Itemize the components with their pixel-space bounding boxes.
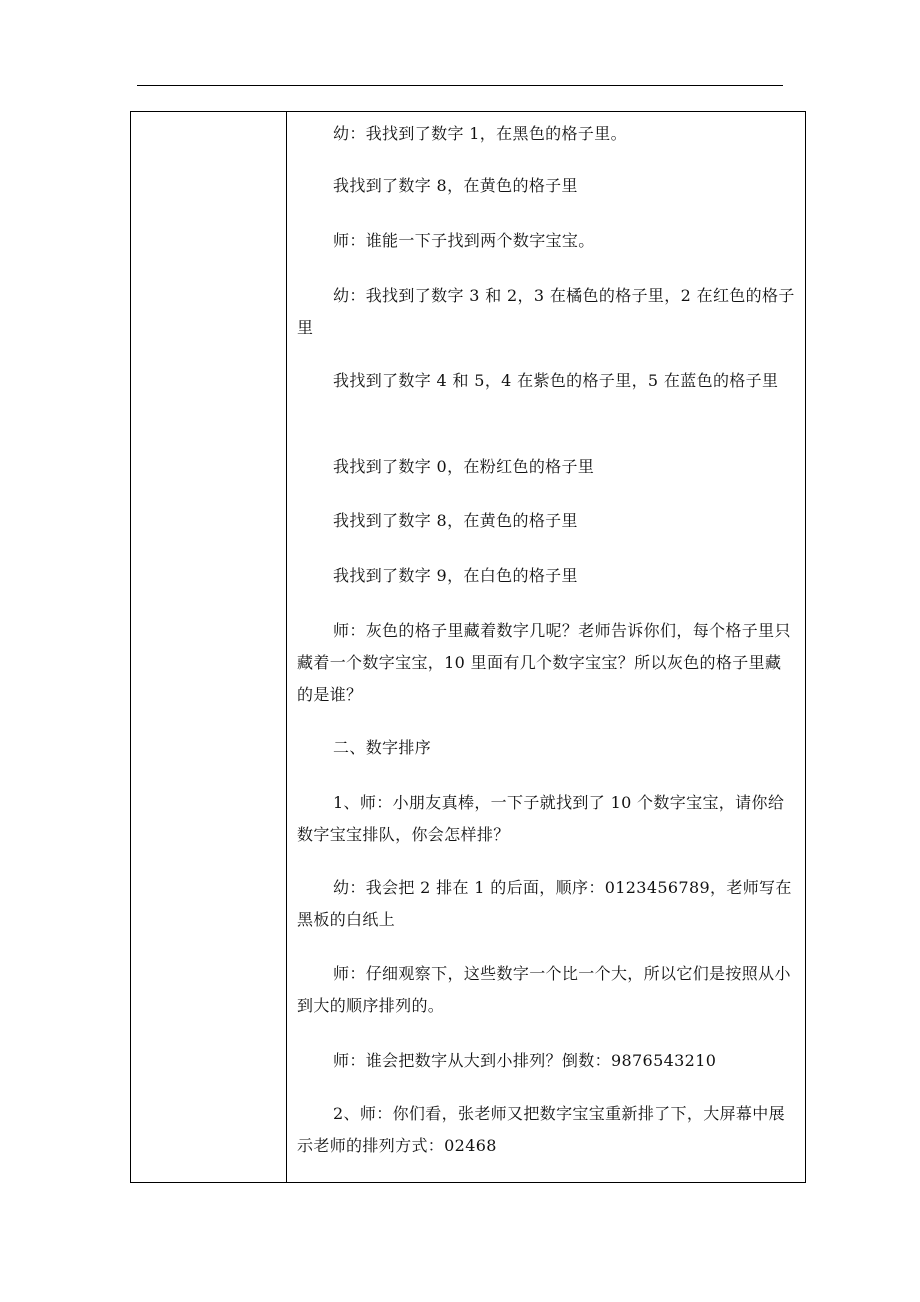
paragraph: 师：谁能一下子找到两个数字宝宝。: [333, 231, 595, 250]
paragraph: 师：谁会把数字从大到小排列？倒数：9876543210: [333, 1051, 717, 1070]
paragraph: 2、师：你们看，张老师又把数字宝宝重新排了下，大屏幕中展示老师的排列方式：02468: [297, 1104, 785, 1155]
paragraph: 幼：我找到了数字 3 和 2，3 在橘色的格子里，2 在红色的格子里: [297, 286, 795, 337]
section-heading: 二、数字排序: [333, 738, 432, 757]
table-left-cell: [131, 112, 287, 1182]
paragraph: 幼：我会把 2 排在 1 的后面，顺序：0123456789，老师写在黑板的白纸上: [297, 878, 792, 929]
paragraph: 我找到了数字 0，在粉红色的格子里: [333, 457, 595, 476]
header-rule: [137, 85, 783, 86]
paragraph: 幼：我找到了数字 1，在黑色的格子里。: [333, 124, 627, 143]
paragraph: 1、师：小朋友真棒，一下子就找到了 10 个数字宝宝，请你给数字宝宝排队，你会怎样排？: [297, 793, 785, 844]
table-right-cell: [287, 112, 805, 1182]
paragraph: 我找到了数字 4 和 5，4 在紫色的格子里，5 在蓝色的格子里: [333, 371, 779, 390]
paragraph: 师：灰色的格子里藏着数字几呢？老师告诉你们，每个格子里只藏着一个数字宝宝，10 里面有几个数字宝宝？所以灰色的格子里藏的是谁？: [297, 621, 791, 704]
paragraph: 师：仔细观察下，这些数字一个比一个大，所以它们是按照从小到大的顺序排列的。: [297, 964, 791, 1015]
paragraph: 我找到了数字 9，在白色的格子里: [333, 566, 578, 585]
lesson-table: [130, 111, 806, 1183]
paragraph: 我找到了数字 8，在黄色的格子里: [333, 176, 578, 195]
paragraph: 我找到了数字 8，在黄色的格子里: [333, 511, 578, 530]
